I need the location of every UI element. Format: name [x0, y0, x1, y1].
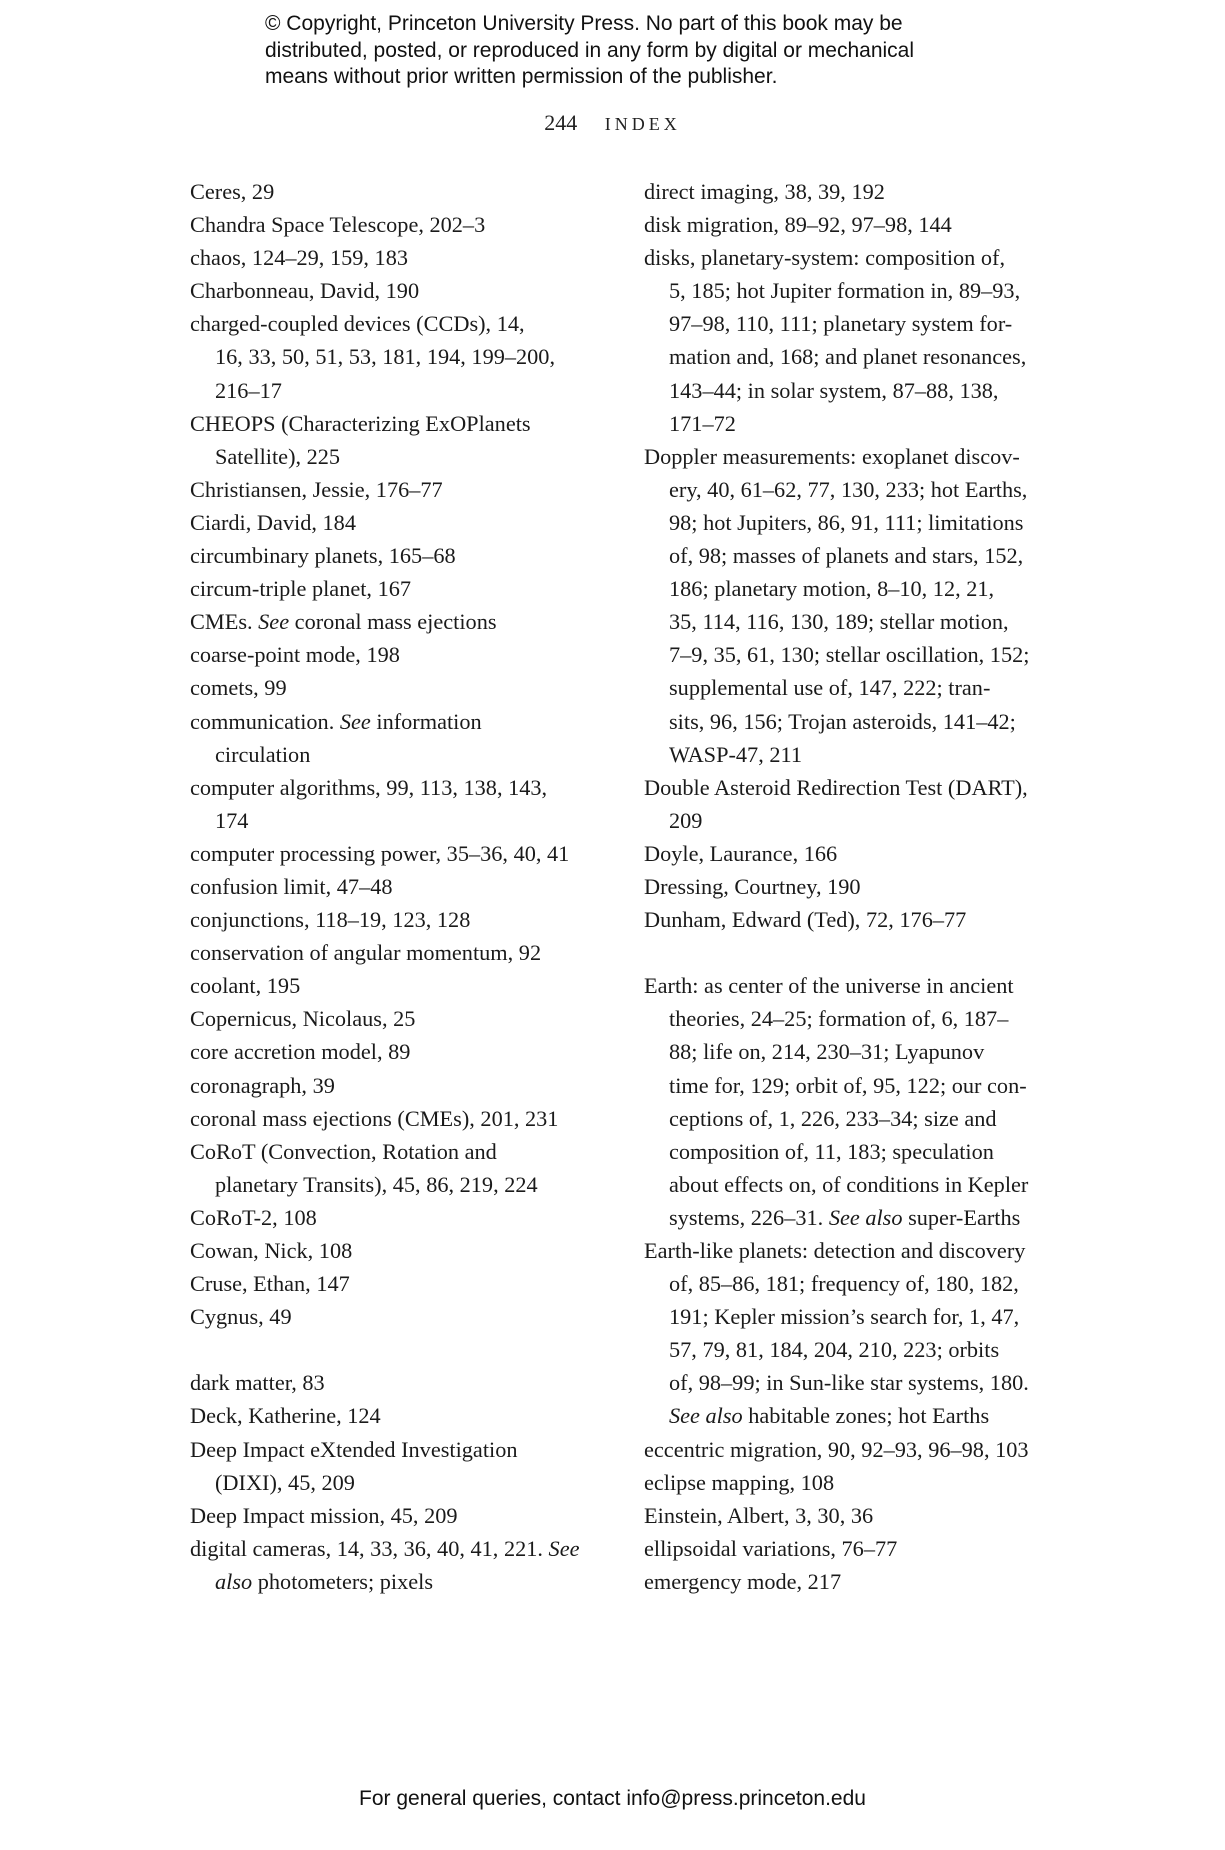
index-entry: circumbinary planets, 165–68 — [190, 543, 456, 569]
index-entry: communication. See information circulation — [190, 708, 482, 767]
index-entry: coronagraph, 39 — [190, 1072, 335, 1098]
index-entry: digital cameras, 14, 33, 36, 40, 41, 221. See also photometers; pixels — [190, 1535, 580, 1594]
index-entry: comets, 99 — [190, 675, 287, 701]
index-column-right — [644, 175, 1064, 1598]
index-entry: CMEs. See coronal mass ejections — [190, 609, 497, 635]
index-entry: CoRoT (Convection, Rotation and planetary Transits), 45, 86, 219, 224 — [190, 1138, 538, 1197]
index-entry: Dunham, Edward (Ted), 72, 176–77 — [644, 907, 967, 933]
index-entry: Ciardi, David, 184 — [190, 509, 356, 535]
index-entry: coolant, 195 — [190, 973, 301, 999]
copyright-line: distributed, posted, or reproduced in any form by digital or mechanical — [265, 38, 915, 62]
page-number: 244 — [544, 110, 578, 135]
index-entry: Cowan, Nick, 108 — [190, 1238, 353, 1263]
index-entry: ellipsoidal variations, 76–77 — [644, 1535, 898, 1561]
running-head — [0, 110, 1225, 136]
index-entry: Einstein, Albert, 3, 30, 36 — [644, 1502, 874, 1528]
see-reference: See — [258, 609, 290, 635]
index-entry: direct imaging, 38, 39, 192 — [644, 179, 885, 204]
index-entry: Earth: as center of the universe in ancient theories, 24–25; formation of, 6, 187– 88; life on, 214, 230–31; Lyapunov time for, 129; orbit of, 95, 122; our con- ceptions of, 1, 226, 233–34; size and composition of, 11, 183; speculation about effects on, of conditions in Kepler systems, 226–31. See also super-Earths — [644, 973, 1029, 1230]
index-entry: disks, planetary-system: composition of, 5, 185; hot Jupiter formation in, 89–93, 97–98, 110, 111; planetary system for- mation and, 168; and planet resonances, 143–44; in solar system, 87–88, 138, 171–72 — [644, 245, 1027, 436]
index-entry: eccentric migration, 90, 92–93, 96–98, 103 — [644, 1436, 1029, 1462]
index-entry: Deep Impact eXtended Investigation (DIXI), 45, 209 — [190, 1436, 518, 1495]
copyright-notice — [265, 11, 1025, 91]
letter-group-gap — [644, 936, 1064, 969]
index-entry: disk migration, 89–92, 97–98, 144 — [644, 212, 952, 238]
index-entry: Cruse, Ethan, 147 — [190, 1271, 350, 1297]
index-entry: CoRoT-2, 108 — [190, 1204, 317, 1230]
see-reference: See also — [828, 1204, 903, 1230]
letter-group-gap — [190, 1333, 610, 1366]
index-entry: Ceres, 29 — [190, 179, 275, 204]
index-entry: Doyle, Laurance, 166 — [644, 840, 838, 866]
index-entry: Christiansen, Jessie, 176–77 — [190, 476, 443, 502]
index-entry: charged-coupled devices (CCDs), 14, 16, 33, 50, 51, 53, 181, 194, 199–200, 216–17 — [190, 311, 556, 403]
index-entry: conservation of angular momentum, 92 — [190, 940, 542, 966]
index-entry: Deck, Katherine, 124 — [190, 1403, 381, 1429]
index-entry: conjunctions, 118–19, 123, 128 — [190, 907, 471, 933]
index-entry: Earth-like planets: detection and discovery of, 85–86, 181; frequency of, 180, 182, 191; Kepler mission’s search for, 1, 47, 57, 79, 81, 184, 204, 210, 223; orbits of, 98–99; in Sun-like star systems, 180. See also habitable zones; hot Earths — [644, 1238, 1029, 1429]
index-entry: Doppler measurements: exoplanet discov- ery, 40, 61–62, 77, 130, 233; hot Earths, 98; hot Jupiters, 86, 91, 111; limitations of, 98; masses of planets and stars, 152, 186; planetary motion, 8–10, 12, 21, 35, 114, 116, 130, 189; stellar motion, 7–9, 35, 61, 130; stellar oscillation, 152; supplemental use of, 147, 222; tran- sits, 96, 156; Trojan asteroids, 141–42; WASP-47, 211 — [644, 443, 1030, 767]
see-reference: also — [215, 1568, 253, 1594]
index-entry: Charbonneau, David, 190 — [190, 278, 420, 304]
index-entry: emergency mode, 217 — [644, 1568, 842, 1594]
index-entry: coronal mass ejections (CMEs), 201, 231 — [190, 1105, 559, 1131]
footer-contact: For general queries, contact info@press.princeton.edu — [359, 1787, 866, 1810]
section-title: INDEX — [604, 114, 681, 134]
index-entry: dark matter, 83 — [190, 1370, 325, 1396]
index-entry: Copernicus, Nicolaus, 25 — [190, 1006, 416, 1032]
copyright-line: means without prior written permission of the publisher. — [265, 65, 778, 88]
see-reference: See also — [669, 1403, 743, 1429]
index-entry: computer algorithms, 99, 113, 138, 143, 174 — [190, 774, 548, 833]
index-entry: computer processing power, 35–36, 40, 41 — [190, 840, 570, 866]
index-entry: Dressing, Courtney, 190 — [644, 873, 861, 899]
index-entry: eclipse mapping, 108 — [644, 1469, 835, 1495]
index-entry: Chandra Space Telescope, 202–3 — [190, 212, 486, 238]
see-reference: See — [339, 708, 371, 734]
index-column-left — [190, 175, 610, 1598]
index-entry: core accretion model, 89 — [190, 1039, 411, 1065]
index-entry: circum-triple planet, 167 — [190, 576, 412, 602]
copyright-line: © Copyright, Princeton University Press. No part of this book may be — [265, 12, 903, 35]
index-entry: Deep Impact mission, 45, 209 — [190, 1502, 458, 1528]
index-entry: Double Asteroid Redirection Test (DART), 209 — [644, 774, 1028, 833]
index-entry: CHEOPS (Characterizing ExOPlanets Satellite), 225 — [190, 410, 531, 469]
see-reference: See — [548, 1535, 580, 1561]
index-entry: coarse-point mode, 198 — [190, 642, 400, 668]
index-entry: confusion limit, 47–48 — [190, 873, 393, 899]
index-entry: Cygnus, 49 — [190, 1304, 292, 1330]
index-entry: chaos, 124–29, 159, 183 — [190, 245, 408, 271]
